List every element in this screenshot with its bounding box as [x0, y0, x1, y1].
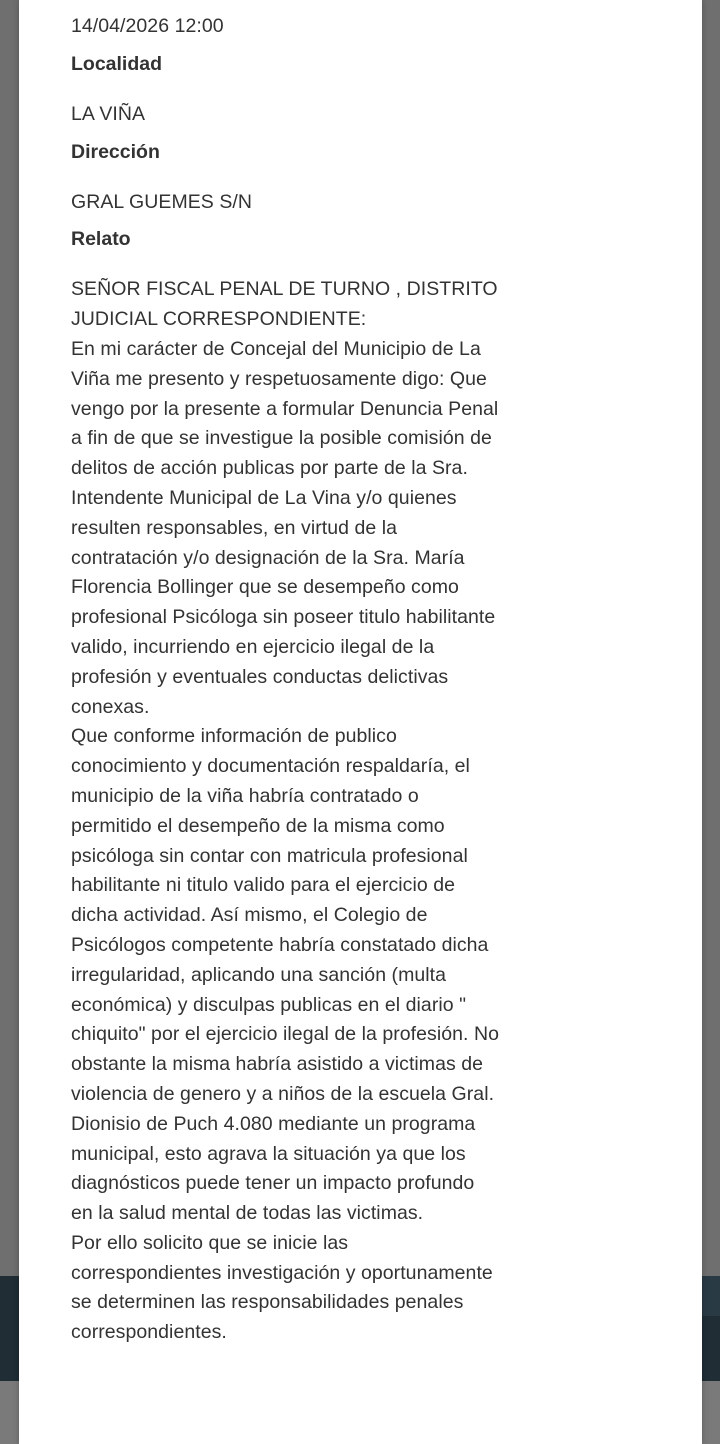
direccion-label: Dirección	[71, 140, 160, 163]
relato-paragraph: SEÑOR FISCAL PENAL DE TURNO , DISTRITO JUDICIAL CORRESPONDIENTE:	[71, 278, 498, 331]
localidad-value: LA VIÑA	[71, 102, 146, 125]
localidad-label: Localidad	[71, 52, 163, 75]
relato-paragraph: Por ello solicito que se inicie las correspondientes investigación y oportunamente se determinen las responsabilidades penales correspondientes.	[71, 1231, 493, 1344]
background-bar-accent	[700, 1276, 720, 1316]
detail-modal	[19, 0, 702, 1444]
direccion-value: GRAL GUEMES S/N	[71, 190, 252, 213]
relato-paragraph: En mi carácter de Concejal del Municipio de La Viña me presento y respetuosamente digo: Que vengo por la presente a formular Denuncia Penal a fin de que se investigue la posible comisión de delitos de acción publicas por parte de la Sra. Intendente Municipal de La Vina y/o quienes resulten responsables, en virtud de la contratación y/o designación de la Sra. María Florencia Bollinger que se desempeño como profesional Psicóloga sin poseer titulo habilitante valido, incurriendo en ejercicio ilegal de la profesión y eventuales conductas delictivas conexas.	[71, 337, 499, 718]
relato-text	[71, 275, 501, 1348]
relato-label: Relato	[71, 228, 131, 251]
fecha-value: 14/04/2026 12:00	[71, 15, 224, 37]
relato-paragraph: Que conforme información de publico conocimiento y documentación respaldaría, el municipio de la viña habría contratado o permitido el desempeño de la misma como psicóloga sin contar con matricula profesional habilitante ni titulo valido para el ejercicio de dicha actividad. Así mismo, el Colegio de Psicólogos competente habría constatado dicha irregularidad, aplicando una sanción (multa económica) y disculpas publicas en el diario " chiquito" por el ejercicio ilegal de la profesión. No obstante la misma habría asistido a victimas de violencia de genero y a niños de la escuela Gral. Dionisio de Puch 4.080 mediante un programa municipal, esto agrava la situación ya que los diagnósticos puede tener un impacto profundo en la salud mental de todas las victimas.	[71, 725, 499, 1225]
detail-content	[71, 12, 501, 1348]
